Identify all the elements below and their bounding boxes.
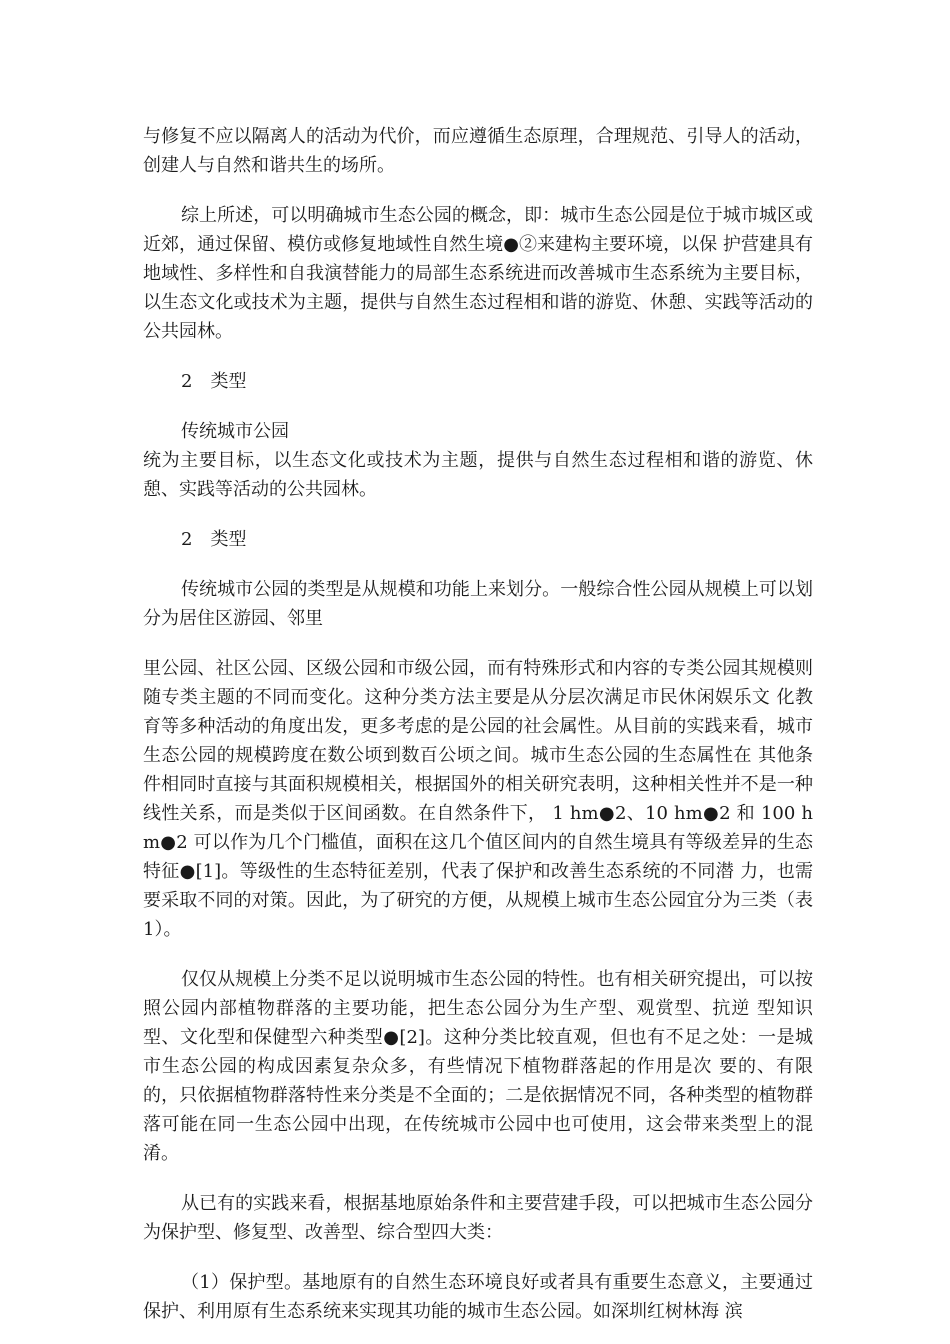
section-heading: 2 类型 (181, 529, 247, 550)
paragraph: 里公园、社区公园、区级公园和市级公园，而有特殊形式和内容的专类公园其规模则随专类主题的不同而变化。这种分类方法主要是从分层次满足市民休闲娱乐文 化教育等多种活动的角度出发，更多考虑的是公园的社会属性。从目前的实践来看，城市生态公园的规模跨度在数公顷到数百公顷之间。城市生态公园的生态属性在 其他条件相同时直接与其面积规模相关，根据国外的相关研究表明，这种相关性并不是一种线性关系，而是类似于区间函数。在自然条件下， 1 hm●2、10 hm●2 和 100 hm●2 可以作为几个门槛值，面积在这几个值区间内的自然生境具有等级差异的生态特征●[1]。等级性的生态特征差别，代表了保护和改善生态系统的不同潜 力，也需要采取不同的对策。因此，为了研究的方便，从规模上城市生态公园宜分为三类（表 1）。 (143, 658, 813, 940)
paragraph: 综上所述，可以明确城市生态公园的概念，即：城市生态公园是位于城市城区或近郊，通过保留、模仿或修复地域性自然生境●②来建构主要环境，以保 护营建具有地域性、多样性和自我演替能力的局部生态系统进而改善城市生态系统为主要目标，以生态文化或技术为主题，提供与自然生态过程相和谐的游览、休憩、实践等活动的公共园林。 (143, 205, 813, 342)
paragraph: 传统城市公园的类型是从规模和功能上来划分。一般综合性公园从规模上可以划分为居住区游园、邻里 (143, 579, 813, 629)
subheading: 传统城市公园 (181, 421, 289, 442)
paragraph: 与修复不应以隔离人的活动为代价，而应遵循生态原理，合理规范、引导人的活动，创建人与自然和谐共生的场所。 (143, 126, 813, 176)
document-page (143, 122, 813, 1326)
paragraph: 统为主要目标，以生态文化或技术为主题，提供与自然生态过程相和谐的游览、休憩、实践等活动的公共园林。 (143, 450, 813, 500)
paragraph: （1）保护型。基地原有的自然生态环境良好或者具有重要生态意义，主要通过保护、利用原有生态系统来实现其功能的城市生态公园。如深圳红树林海 滨 (143, 1272, 813, 1322)
section-heading: 2 类型 (181, 371, 247, 392)
paragraph: 从已有的实践来看，根据基地原始条件和主要营建手段，可以把城市生态公园分为保护型、修复型、改善型、综合型四大类： (143, 1193, 813, 1243)
paragraph: 仅仅从规模上分类不足以说明城市生态公园的特性。也有相关研究提出，可以按照公园内部植物群落的主要功能，把生态公园分为生产型、观赏型、抗逆 型知识型、文化型和保健型六种类型●[2]。这种分类比较直观，但也有不足之处：一是城市生态公园的构成因素复杂众多，有些情况下植物群落起的作用是次 要的、有限的，只依据植物群落特性来分类是不全面的；二是依据情况不同，各种类型的植物群落可能在同一生态公园中出现，在传统城市公园中也可使用，这会带来类型上的混淆。 (143, 969, 813, 1164)
